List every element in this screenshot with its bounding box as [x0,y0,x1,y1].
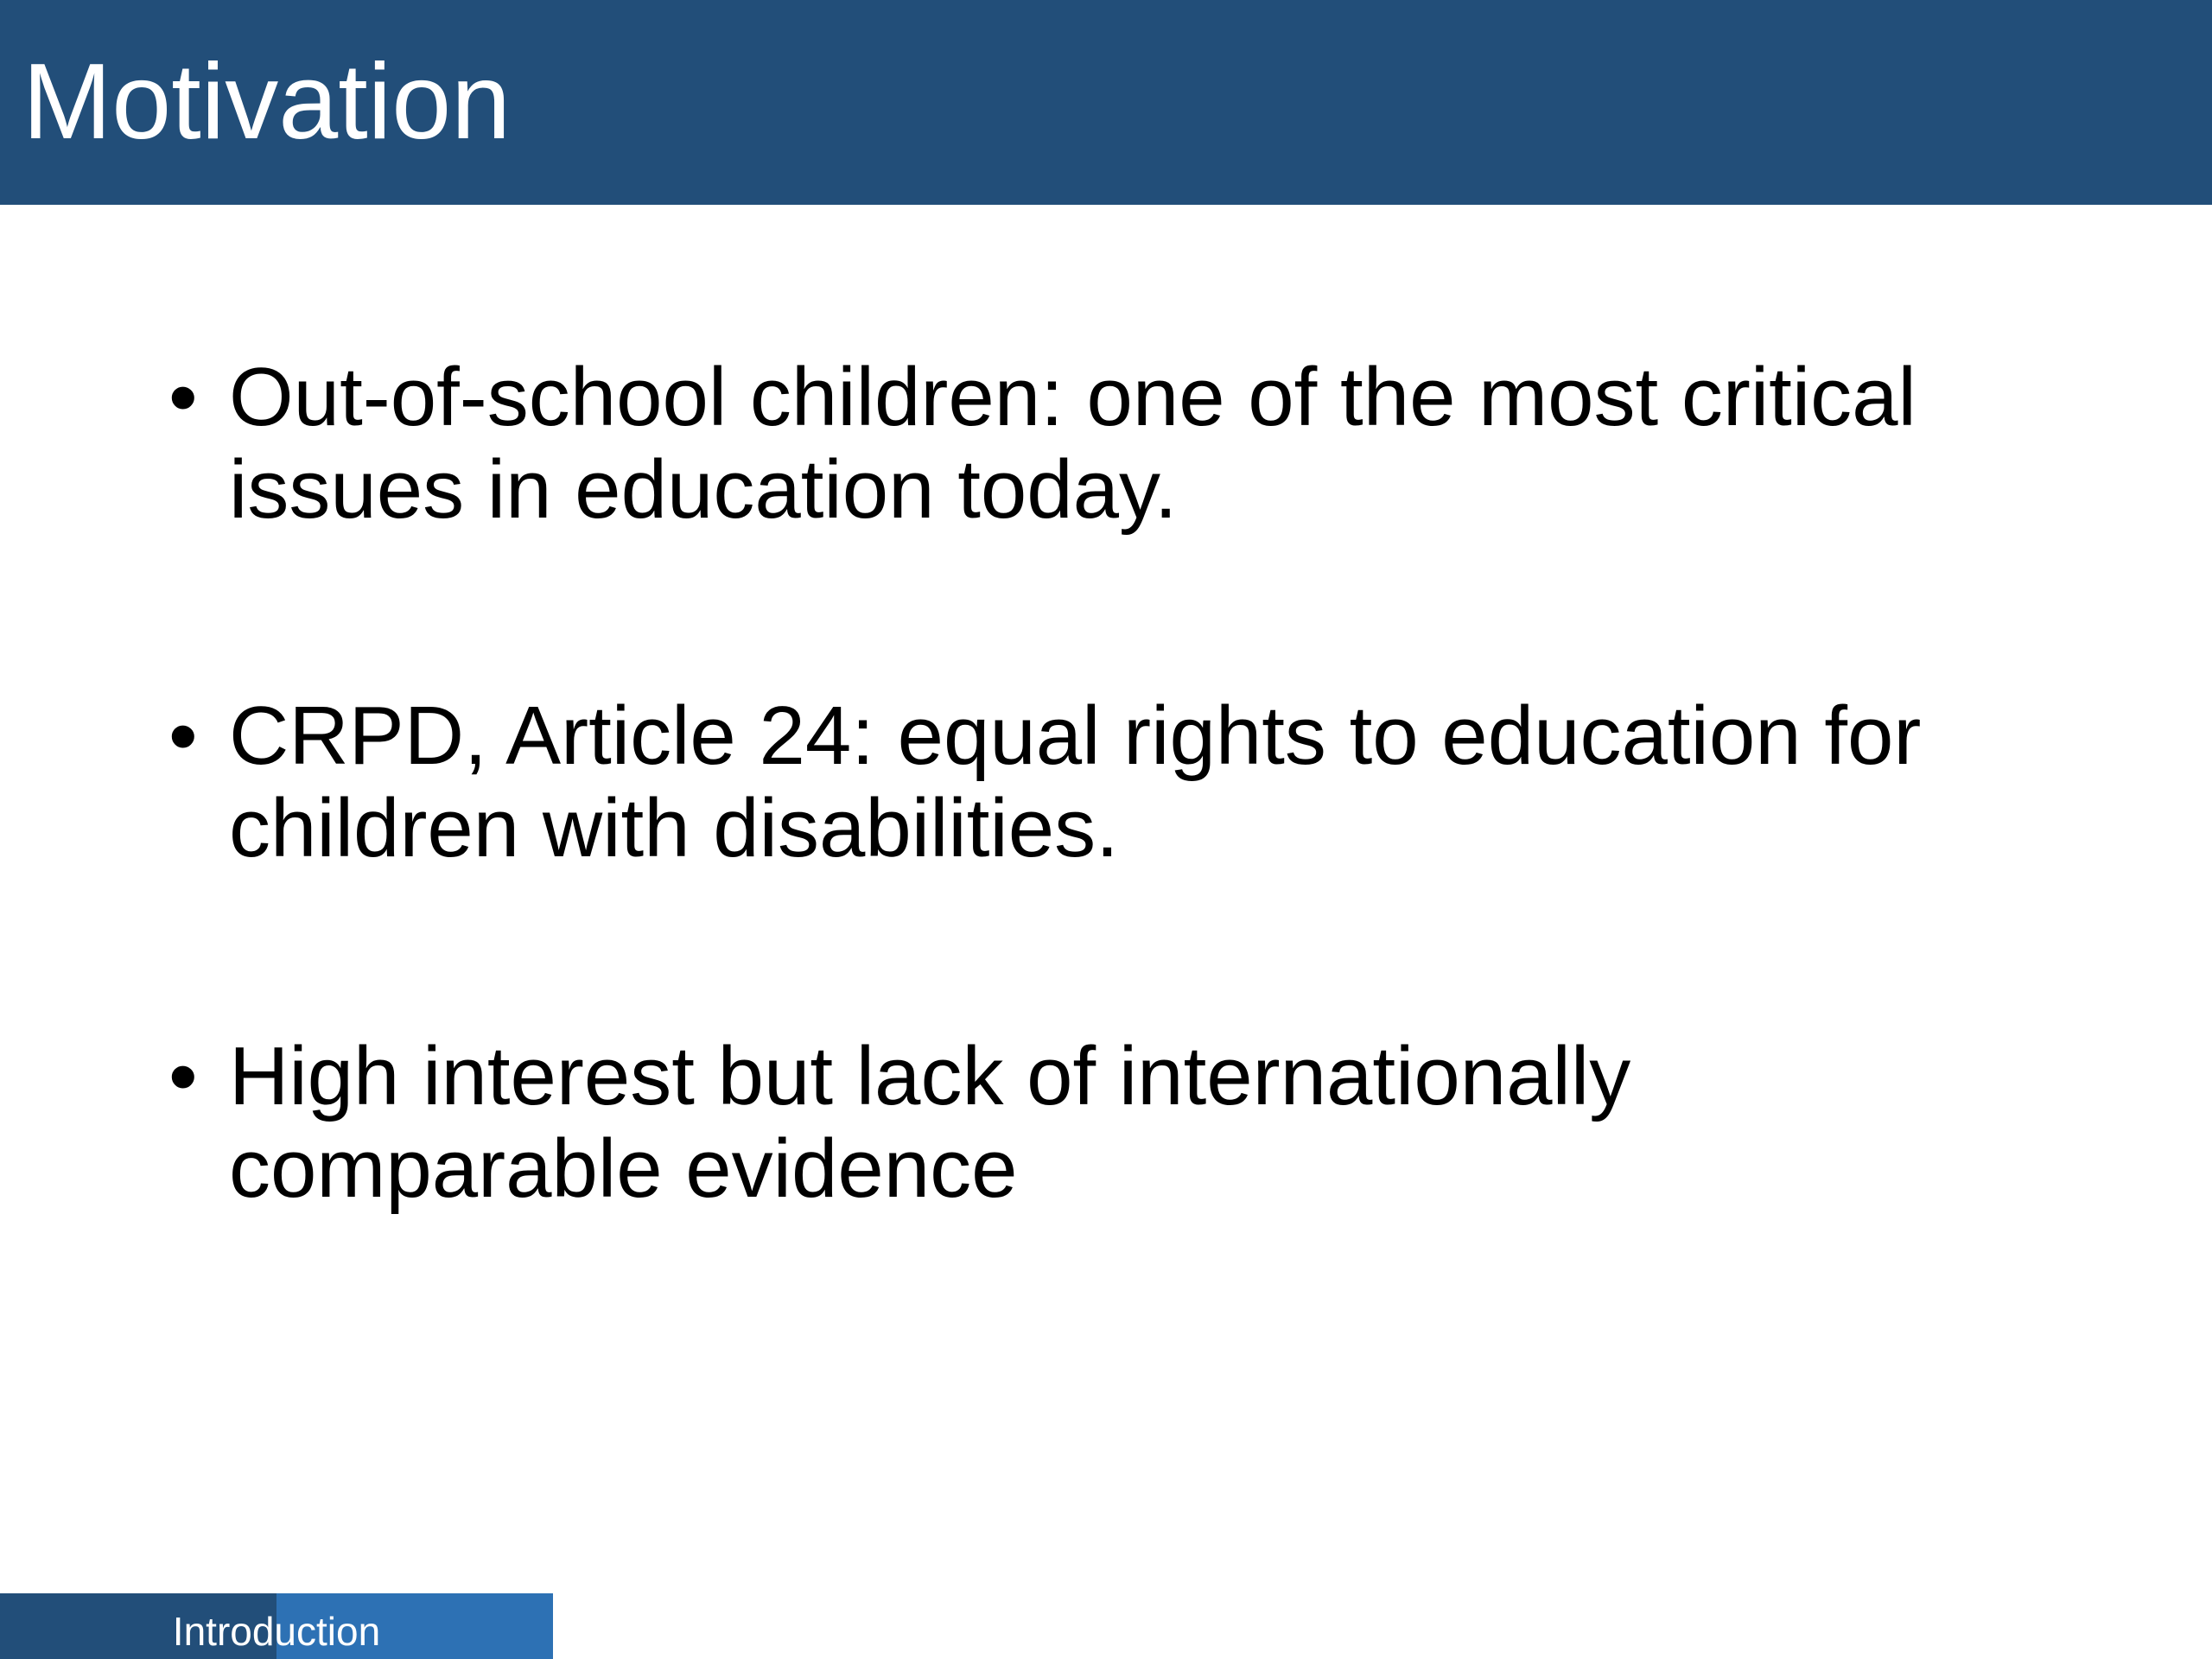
footer-section-label: Introduction [172,1609,381,1654]
bullet-line: CRPD, Article 24: equal rights to education for [229,690,1922,782]
bullet-line: issues in education today. [229,443,1178,536]
bullet-dot-icon: • [168,690,198,782]
bullet-line: comparable evidence [229,1122,1018,1215]
slide-title: Motivation [22,42,512,162]
bullet-line: Out-of-school children: one of the most critical [229,351,1916,443]
bullet-line: High interest but lack of internationally [229,1030,1631,1122]
bullet-line: children with disabilities. [229,782,1119,874]
bullet-dot-icon: • [168,1030,198,1122]
bullet-dot-icon: • [168,351,198,443]
bullet-text [229,351,2130,536]
bullet-text [229,1030,2130,1215]
bullet-text [229,690,2130,874]
footer-section-bar [0,1593,553,1659]
